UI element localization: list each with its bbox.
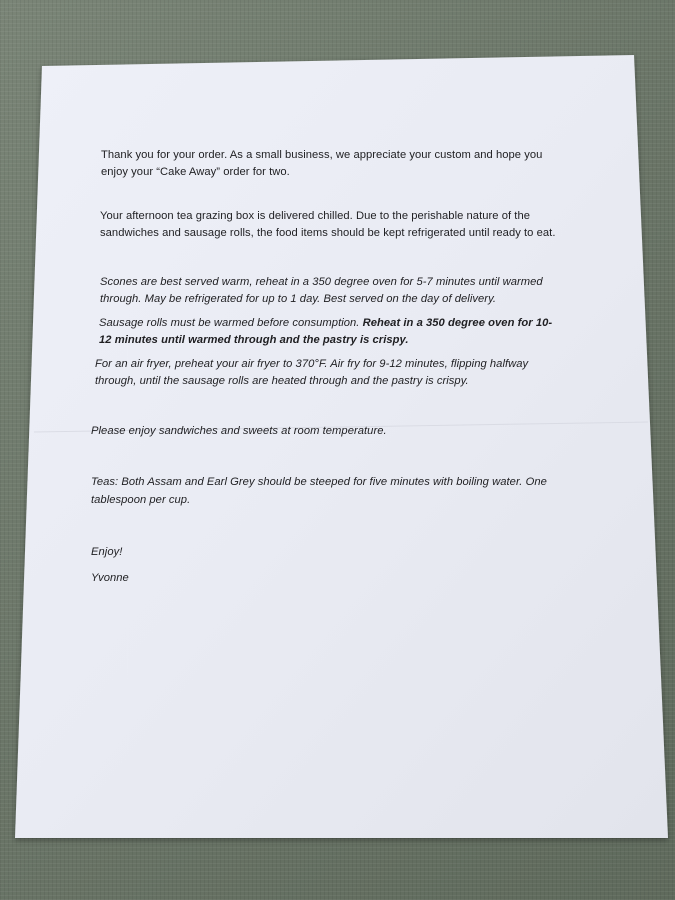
paragraph-room-temperature: Please enjoy sandwiches and sweets at room temperature. [91,425,387,437]
paragraph-thanks-line-2: enjoy your “Cake Away” order for two. [101,166,290,178]
sausage-rolls-intro: Sausage rolls must be warmed before consumption. [99,317,363,329]
paragraph-sausage-rolls-line-2: 12 minutes until warmed through and the pastry is crispy. [99,334,409,346]
paragraph-scones-line-1: Scones are best served warm, reheat in a 350 degree oven for 5-7 minutes until warmed [100,276,543,288]
paragraph-teas-line-2: tablespoon per cup. [91,494,191,506]
paragraph-teas-line-1: Teas: Both Assam and Earl Grey should be steeped for five minutes with boiling water. One [91,476,547,488]
signature-name: Yvonne [91,572,129,584]
paragraph-air-fryer-line-1: For an air fryer, preheat your air fryer to 370°F. Air fry for 9-12 minutes, flipping halfway [95,358,529,370]
paragraph-air-fryer-line-2: through, until the sausage rolls are heated through and the pastry is crispy. [95,375,469,387]
closing-enjoy: Enjoy! [91,546,123,558]
paragraph-delivery-line-1: Your afternoon tea grazing box is delivered chilled. Due to the perishable nature of the [100,210,531,222]
paragraph-sausage-rolls-line-1 [99,316,552,330]
sausage-rolls-reheat-bold: Reheat in a 350 degree oven for 10- [362,317,553,329]
paragraph-thanks-line-1: Thank you for your order. As a small business, we appreciate your custom and hope you [101,149,543,161]
paragraph-delivery-line-2: sandwiches and sausage rolls, the food items should be kept refrigerated until ready to eat. [100,227,556,239]
paragraph-scones-line-2: through. May be refrigerated for up to 1 day. Best served on the day of delivery. [100,293,497,305]
